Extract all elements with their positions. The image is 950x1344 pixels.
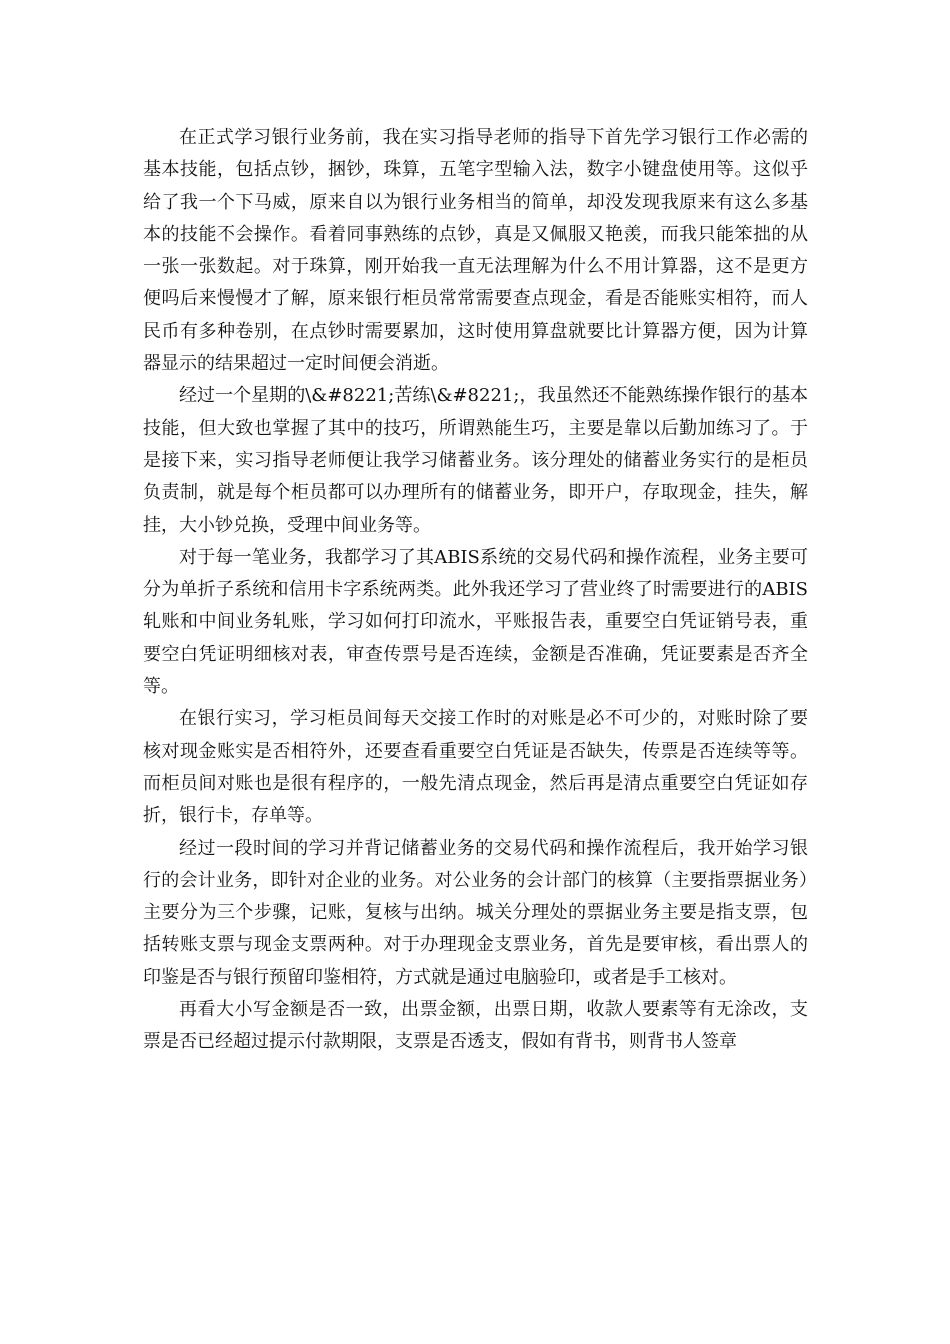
paragraph-1: 在正式学习银行业务前，我在实习指导老师的指导下首先学习银行工作必需的基本技能，包括点钞，捆钞，珠算，五笔字型输入法，数字小键盘使用等。这似乎给了我一个下马威，原来自以为银行业务相当的简单，却没发现我原来有这么多基本的技能不会操作。看着同事熟练的点钞，真是又佩服又艳羡，而我只能笨拙的从一张一张数起。对于珠算，刚开始我一直无法理解为什么不用计算器，这不是更方便吗后来慢慢才了解，原来银行柜员常常需要查点现金，看是否能账实相符，而人民币有多种卷别，在点钞时需要累加，这时使用算盘就要比计算器方便，因为计算器显示的结果超过一定时间便会消逝。 [143,127,808,375]
body-text [143,122,808,1059]
paragraph-3: 对于每一笔业务，我都学习了其ABIS系统的交易代码和操作流程，业务主要可分为单折子系统和信用卡字系统两类。此外我还学习了营业终了时需要进行的ABIS轧账和中间业务轧账，学习如何打印流水，平账报告表，重要空白凭证销号表，重要空白凭证明细核对表，审查传票号是否连续，金额是否准确，凭证要素是否齐全等。 [143,546,808,698]
paragraph-5: 经过一段时间的学习并背记储蓄业务的交易代码和操作流程后，我开始学习银行的会计业务，即针对企业的业务。对公业务的会计部门的核算（主要指票据业务）主要分为三个步骤，记账，复核与出纳。城关分理处的票据业务主要是指支票，包括转账支票与现金支票两种。对于办理现金支票业务，首先是要审核，看出票人的印鉴是否与银行预留印鉴相符，方式就是通过电脑验印，或者是手工核对。 [143,837,808,988]
paragraph-2: 经过一个星期的\&#8221;苦练\&#8221;，我虽然还不能熟练操作银行的基本技能，但大致也掌握了其中的技巧，所谓熟能生巧，主要是靠以后勤加练习了。于是接下来，实习指导老师便让我学习储蓄业务。该分理处的储蓄业务实行的是柜员负责制，就是每个柜员都可以办理所有的储蓄业务，即开户，存取现金，挂失，解挂，大小钞兑换，受理中间业务等。 [143,385,808,536]
paragraph-6: 再看大小写金额是否一致，出票金额，出票日期，收款人要素等有无涂改，支票是否已经超过提示付款期限，支票是否透支，假如有背书，则背书人签章 [143,999,808,1053]
paragraph-4: 在银行实习，学习柜员间每天交接工作时的对账是必不可少的，对账时除了要核对现金账实是否相符外，还要查看重要空白凭证是否缺失，传票是否连续等等。而柜员间对账也是很有程序的，一般先清点现金，然后再是清点重要空白凭证如存折，银行卡，存单等。 [143,708,808,827]
